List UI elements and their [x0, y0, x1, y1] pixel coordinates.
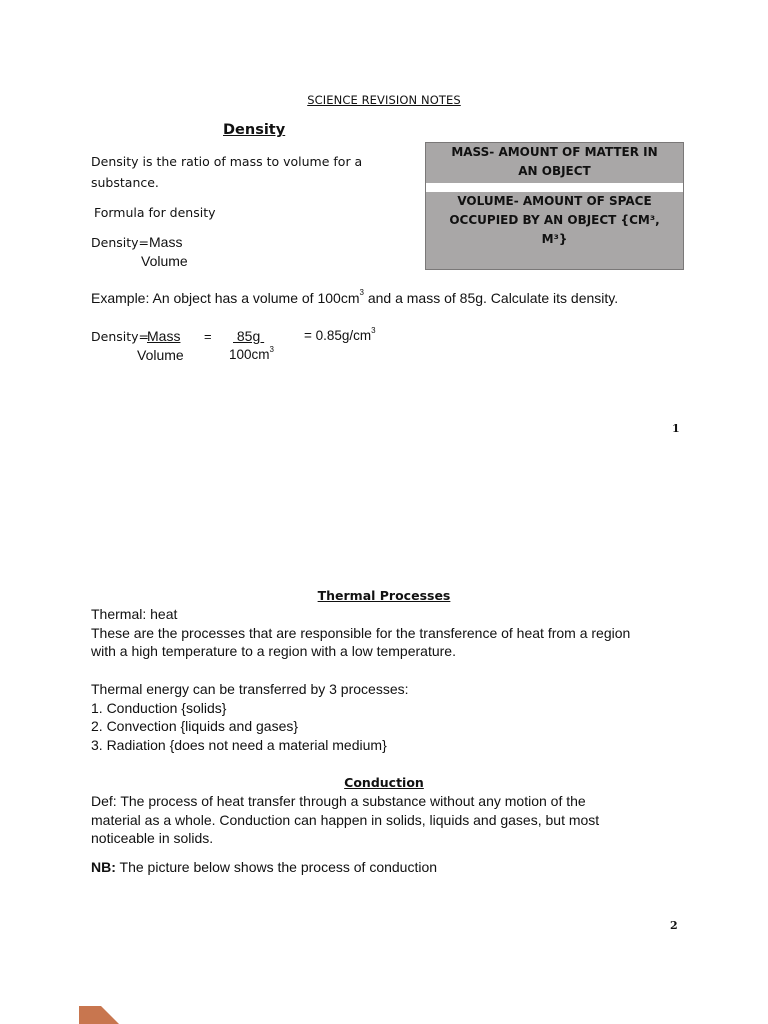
transfer-intro: Thermal energy can be transferred by 3 processes: [91, 681, 409, 697]
page-number-2: 2 [670, 919, 678, 932]
transfer-list-block [91, 680, 409, 754]
nb-text: The picture below shows the process of conduction [115, 859, 438, 875]
calc-result-value: = 0.85g/cm [304, 328, 372, 343]
calc-value-denominator [229, 347, 274, 362]
calc-value-denominator-superscript: 3 [269, 345, 274, 354]
density-heading: Density [223, 122, 286, 138]
nb-note [91, 859, 437, 875]
formula-numerator: Mass [149, 234, 183, 250]
volume-definition-line-3: M³} [541, 232, 568, 246]
calc-value-denominator-text: 100cm [229, 347, 270, 362]
list-item: 1. Conduction {solids} [91, 699, 227, 716]
thermal-intro-block [91, 605, 630, 661]
calc-result [304, 328, 376, 343]
calc-denominator: Volume [137, 347, 184, 363]
density-definition-line-1: Density is the ratio of mass to volume for a [91, 154, 363, 169]
mass-definition-line-2: AN OBJECT [518, 164, 591, 178]
document-title: SCIENCE REVISION NOTES [307, 93, 461, 107]
formula-denominator: Volume [141, 253, 188, 269]
nb-label: NB: [91, 859, 116, 875]
conduction-line-1: Def: The process of heat transfer through a substance without any motion of the [91, 793, 586, 809]
example-text-start: Example: An object has a volume of 100cm [91, 290, 360, 306]
definitions-box [425, 142, 684, 270]
illustration-fragment-shape [79, 1006, 119, 1024]
mass-definition-line-1: MASS- AMOUNT OF MATTER IN [451, 145, 658, 159]
example-problem [91, 290, 618, 306]
example-superscript: 3 [359, 288, 364, 297]
thermal-processes-heading: Thermal Processes [317, 588, 451, 603]
illustration-fragment [79, 1006, 119, 1024]
volume-definition-line-1: VOLUME- AMOUNT OF SPACE [457, 194, 652, 208]
calc-value-numerator: 85g [233, 328, 265, 344]
density-definition-line-2: substance. [91, 175, 159, 190]
calc-equals: = [204, 329, 212, 344]
density-formula [91, 234, 182, 252]
calc-result-superscript: 3 [371, 326, 376, 335]
calc-numerator: Mass [147, 328, 181, 344]
conduction-line-3: noticeable in solids. [91, 830, 214, 846]
processes-line-1: These are the processes that are responsible for the transference of heat from a region [91, 624, 631, 641]
volume-definition-line-2: OCCUPIED BY AN OBJECT {CM³, [449, 213, 660, 227]
conduction-definition-block [91, 792, 599, 848]
page-number-1: 1 [672, 422, 680, 435]
formula-label: Formula for density [94, 205, 216, 220]
box-divider [426, 183, 683, 192]
example-text-end: and a mass of 85g. Calculate its density. [363, 290, 619, 306]
conduction-heading: Conduction [344, 775, 424, 790]
processes-line-2: with a high temperature to a region with a low temperature. [91, 643, 456, 659]
list-item: 2. Convection {liquids and gases} [91, 718, 299, 734]
calc-prefix: Density= [91, 329, 149, 344]
conduction-line-2: material as a whole. Conduction can happen in solids, liquids and gases, but most [91, 811, 600, 828]
thermal-definition: Thermal: heat [91, 606, 178, 622]
formula-prefix: Density= [91, 235, 149, 250]
list-item: 3. Radiation {does not need a material medium} [91, 736, 387, 753]
